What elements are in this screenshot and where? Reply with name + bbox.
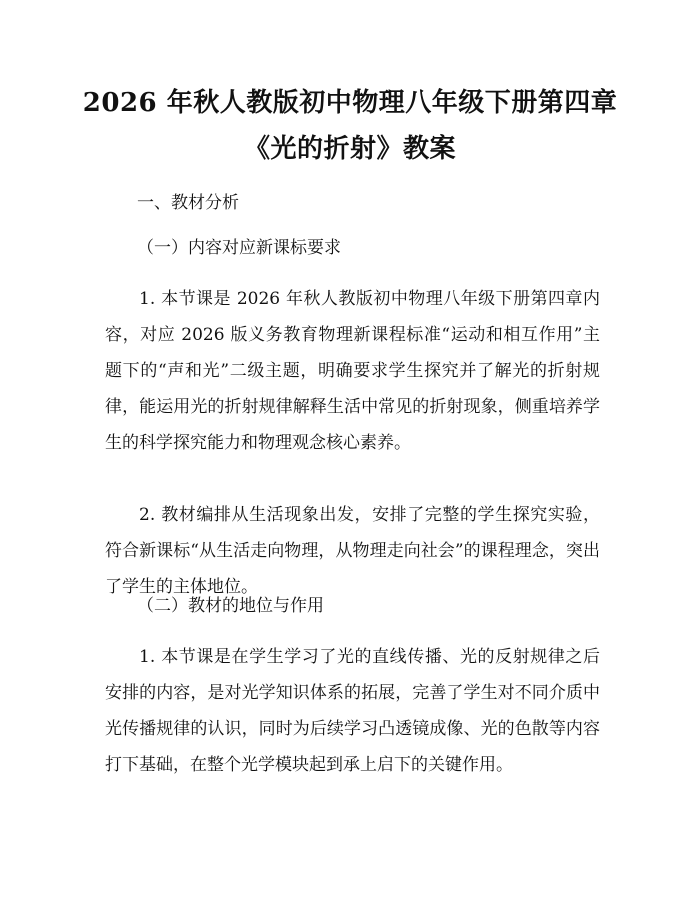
paragraph-status-and-role: 1. 本节课是在学生学习了光的直线传播、光的反射规律之后安排的内容，是对光学知识体系的拓展，完善了学生对不同介质中光传播规律的认识，同时为后续学习凸透镜成像、光的色散等内容打下基础，在整个光学模块起到承上启下的关键作用。 xyxy=(105,647,600,775)
document-title-line-2: 《光的折射》教案 xyxy=(243,134,456,164)
document-title-line-1: 2026 年秋人教版初中物理八年级下册第四章 xyxy=(82,88,618,118)
subsection-heading-status-and-role: （二）教材的地位与作用 xyxy=(137,596,324,616)
paragraph-textbook-arrangement: 2. 教材编排从生活现象出发，安排了完整的学生探究实验，符合新课标“从生活走向物理，从物理走向社会”的课程理念，突出了学生的主体地位。 xyxy=(105,505,600,597)
subsection-heading-curriculum-requirements: （一）内容对应新课标要求 xyxy=(137,238,341,258)
section-heading-textbook-analysis: 一、教材分析 xyxy=(137,193,239,213)
paragraph-content-requirements: 1. 本节课是 2026 年秋人教版初中物理八年级下册第四章内容，对应 2026 版义务教育物理新课程标准“运动和相互作用”主题下的“声和光”二级主题，明确要求学生探究并了解光的折射规律，能运用光的折射规律解释生活中常见的折射现象，侧重培养学生的科学探究能力和物理观念核心素养。 xyxy=(105,289,600,453)
